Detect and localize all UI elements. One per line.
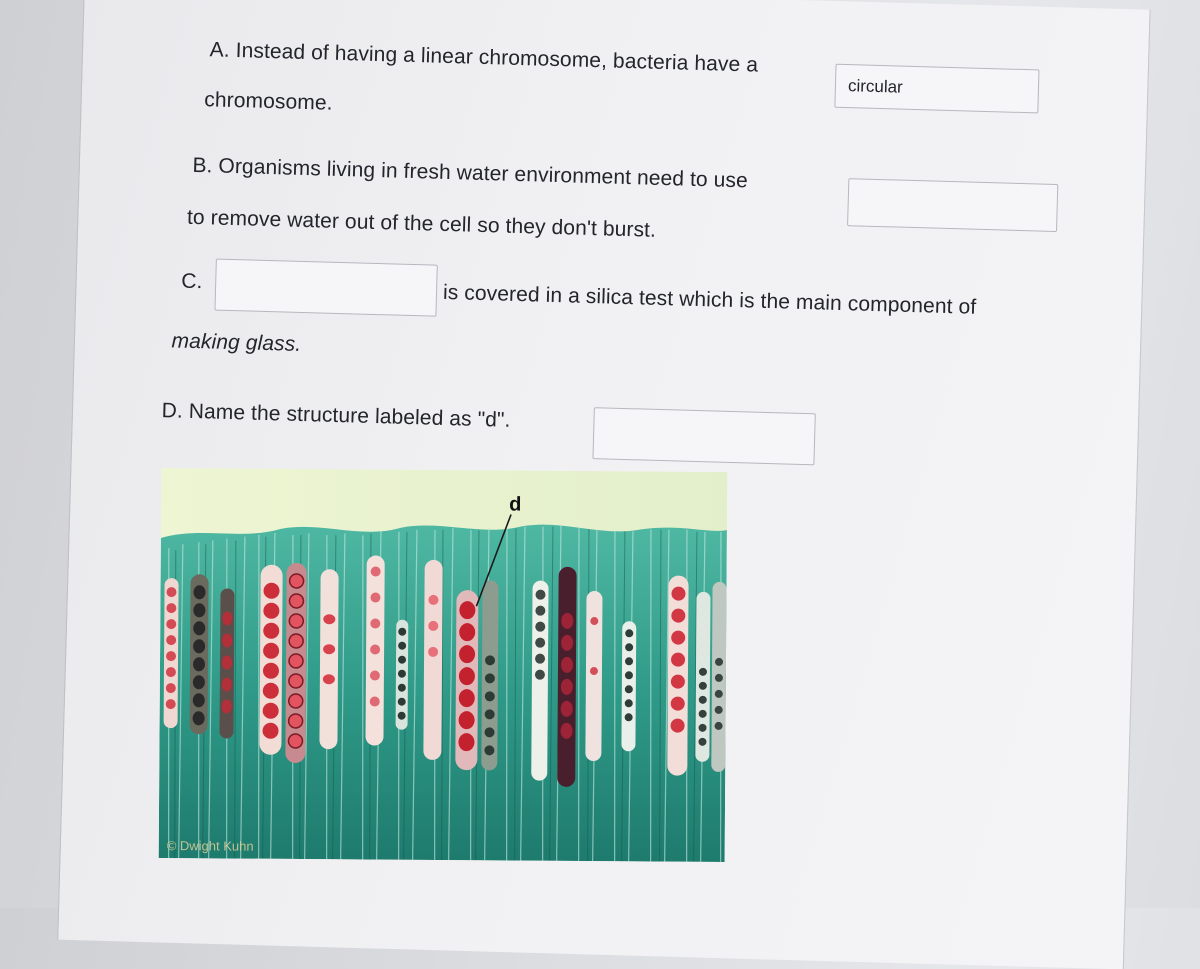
question-a-text: A. Instead of having a linear chromosome, bacteria have a (209, 38, 759, 77)
micrograph-svg (159, 468, 728, 862)
question-a-continuation: chromosome. (204, 88, 333, 115)
question-b-text: B. Organisms living in fresh water environment need to use (192, 153, 749, 193)
question-b-continuation: to remove water out of the cell so they don't burst. (186, 205, 657, 242)
question-b-answer-input[interactable] (847, 178, 1058, 232)
question-c-answer-input[interactable] (214, 259, 437, 317)
question-d-text: D. Name the structure labeled as "d". (161, 399, 511, 432)
question-a-answer-input[interactable] (834, 64, 1039, 114)
label-d: d (509, 493, 522, 516)
photo-credit-watermark: © Dwight Kuhn (166, 838, 254, 854)
question-c-label: C. (180, 269, 203, 294)
ascomycete-micrograph (159, 468, 728, 862)
question-c-continuation: making glass. (171, 329, 302, 356)
question-c-text: is covered in a silica test which is the main component of (442, 280, 977, 319)
question-d-answer-input[interactable] (592, 407, 815, 465)
